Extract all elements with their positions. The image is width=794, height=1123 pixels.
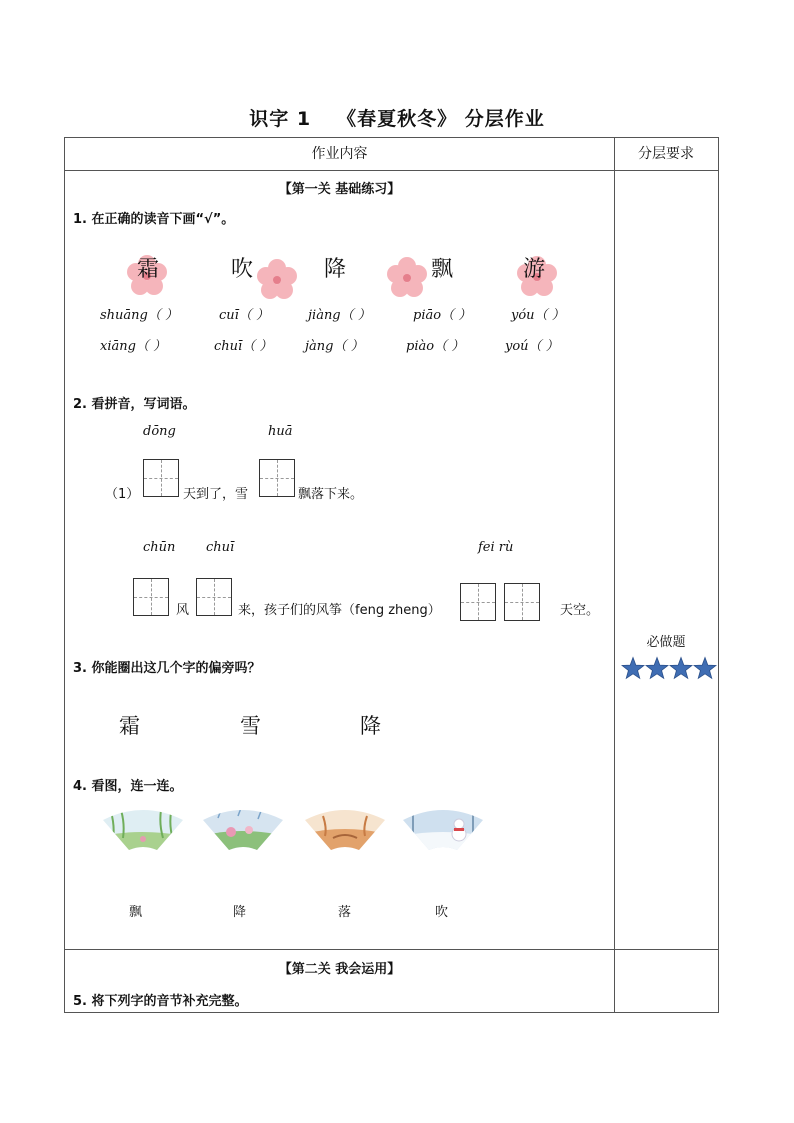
homework-table: [64, 137, 719, 1013]
q1-prompt: 1. 在正确的读音下画“√”。: [73, 212, 235, 227]
q2-prompt: 2. 看拼音，写词语。: [73, 397, 196, 412]
title-part2: 《春夏秋冬》 分层作业: [337, 108, 545, 130]
writing-box[interactable]: [196, 578, 232, 616]
q1-char: 飘: [431, 257, 454, 282]
column-divider: [614, 138, 615, 1012]
q2-text: 天到了，雪: [183, 487, 249, 502]
q1-char: 游: [523, 257, 546, 282]
writing-box[interactable]: [133, 578, 169, 616]
section1-title: 【第一关 基础练习】: [278, 182, 401, 197]
writing-box[interactable]: [504, 583, 540, 621]
q4-label[interactable]: 落: [338, 905, 352, 920]
q4-prompt: 4. 看图，连一连。: [73, 779, 183, 794]
header-divider: [65, 170, 718, 171]
star-icon: [694, 658, 716, 679]
writing-box[interactable]: [259, 459, 295, 497]
q4-label[interactable]: 降: [233, 905, 247, 920]
writing-box[interactable]: [143, 459, 179, 497]
requirement-label: 必做题: [646, 635, 686, 650]
pinyin-hint: fei rù: [478, 540, 514, 555]
pinyin-hint: chuī: [206, 540, 235, 555]
header-requirement: 分层要求: [638, 146, 694, 162]
q3-prompt: 3. 你能圈出这几个字的偏旁吗？: [73, 661, 261, 676]
pinyin-hint: huā: [268, 424, 293, 439]
q4-label[interactable]: 吹: [435, 905, 449, 920]
pinyin-option[interactable]: xiāng（ ）: [100, 339, 167, 354]
title-part1: 识字 1: [249, 108, 312, 130]
pinyin-option[interactable]: cuī（ ）: [219, 308, 269, 323]
section-divider: [65, 949, 718, 950]
q3-char[interactable]: 降: [360, 714, 381, 738]
pinyin-option[interactable]: jàng（ ）: [305, 339, 364, 354]
q1-char: 降: [324, 257, 347, 282]
q1-char: 吹: [231, 257, 254, 282]
fan-image-willow[interactable]: [101, 806, 185, 852]
pinyin-option[interactable]: piāo（ ）: [413, 308, 472, 323]
header-content: 作业内容: [311, 146, 368, 162]
pinyin-option[interactable]: yoú（ ）: [505, 339, 559, 354]
pinyin-option[interactable]: yóu（ ）: [511, 308, 565, 323]
section2-title: 【第二关 我会运用】: [278, 962, 401, 977]
page-title: [0, 104, 794, 131]
q3-char[interactable]: 霜: [119, 714, 140, 738]
q4-label[interactable]: 飘: [129, 905, 143, 920]
flower-icon: [257, 259, 297, 299]
pinyin-option[interactable]: piào（ ）: [406, 339, 465, 354]
pinyin-option[interactable]: shuāng（ ）: [100, 308, 178, 323]
q1-char: 霜: [137, 257, 160, 282]
pinyin-option[interactable]: jiàng（ ）: [308, 308, 371, 323]
pinyin-hint: dōng: [143, 424, 176, 439]
fan-image-snowman[interactable]: [401, 806, 485, 852]
q3-char[interactable]: 雪: [240, 714, 261, 738]
pinyin-hint: chūn: [143, 540, 176, 555]
star-icon: [670, 658, 692, 679]
pinyin-option[interactable]: chuī（ ）: [214, 339, 273, 354]
star-icon: [622, 658, 644, 679]
fan-image-autumn[interactable]: [303, 806, 387, 852]
q2-text: 天空。: [560, 603, 600, 618]
q2-text: 来，孩子们的风筝（feng zheng）: [238, 603, 441, 618]
flower-icon: [387, 257, 427, 297]
q5-prompt: 5. 将下列字的音节补充完整。: [73, 994, 248, 1009]
star-rating: [621, 656, 717, 682]
q2-part1-label: （1）: [105, 487, 140, 502]
q2-text: 风: [176, 603, 190, 618]
q2-text: 飘落下来。: [298, 487, 364, 502]
fan-image-rain[interactable]: [201, 806, 285, 852]
writing-box[interactable]: [460, 583, 496, 621]
star-icon: [646, 658, 668, 679]
